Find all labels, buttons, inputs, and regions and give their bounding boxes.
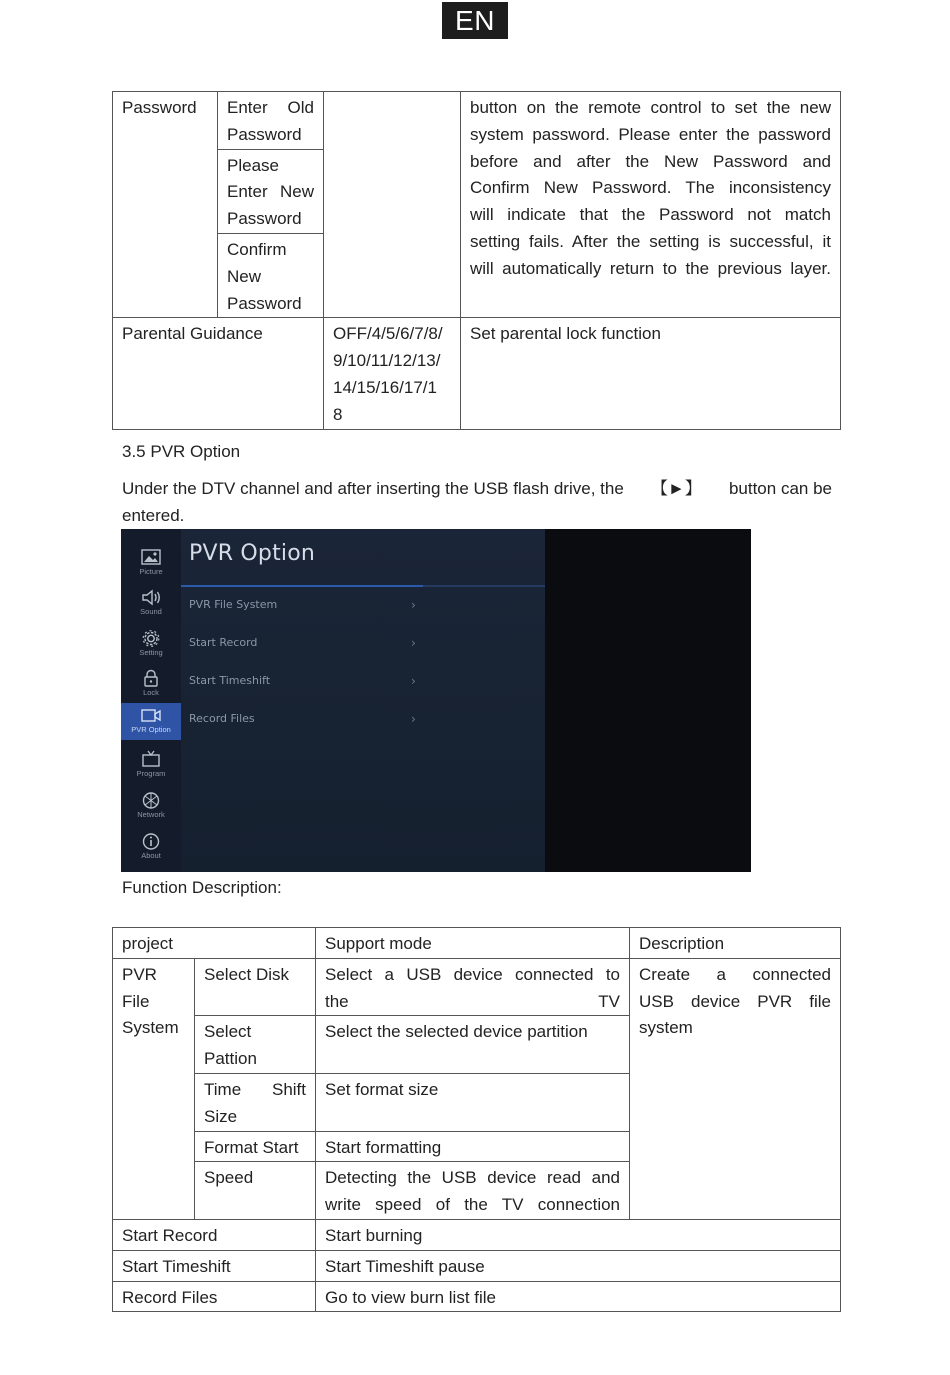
table-cell-start-record: Start Record <box>113 1219 316 1250</box>
table-cell-speed-mode: Detecting the USB device read and write speed of the TV connection <box>316 1162 630 1220</box>
table-cell-parental-guidance-label: Parental Guidance <box>113 318 324 429</box>
intro-text-b: button can be <box>728 479 832 498</box>
table-cell-select-pattion: Select Pattion <box>195 1016 316 1074</box>
table-cell-enter-new-password: Please Enter New Password <box>218 149 324 233</box>
tv-menu-panel <box>181 529 545 872</box>
sidebar-item-setting[interactable]: Setting <box>121 626 181 664</box>
table-cell-speed: Speed <box>195 1162 316 1220</box>
section-heading: 3.5 PVR Option <box>122 442 241 461</box>
table-cell-record-files: Record Files <box>113 1281 316 1312</box>
chevron-right-icon: › <box>411 712 416 726</box>
header-support-mode: Support mode <box>316 928 630 959</box>
gear-icon <box>140 629 162 648</box>
intro-text-line2: entered. <box>122 505 185 525</box>
table-cell-start-record-mode: Start burning <box>316 1219 841 1250</box>
table-cell-time-shift-size: Time Shift Size <box>195 1073 316 1131</box>
tv-menu-item-record-files[interactable]: Record Files › <box>189 706 419 732</box>
tv-title-divider <box>181 585 423 587</box>
table-cell-select-disk: Select Disk <box>195 958 316 1016</box>
sidebar-item-lock[interactable]: Lock <box>121 666 181 704</box>
table-cell-time-shift-size-mode: Set format size <box>316 1073 630 1131</box>
table-cell-enter-old-password: Enter Old Password <box>218 92 324 150</box>
tv-title-divider-tail <box>423 585 545 587</box>
chevron-right-icon: › <box>411 636 416 650</box>
table-cell-password-options <box>324 92 461 318</box>
tv-menu-title: PVR Option <box>189 541 316 566</box>
pvr-function-table <box>112 927 841 1312</box>
header-project: project <box>113 928 316 959</box>
table-cell-format-start: Format Start <box>195 1131 316 1162</box>
password-settings-table <box>112 91 841 430</box>
chevron-right-icon: › <box>411 674 416 688</box>
table-cell-record-files-mode: Go to view burn list file <box>316 1281 841 1312</box>
tv-icon <box>140 750 162 769</box>
intro-text-a: Under the DTV channel and after inserting the USB flash drive, the <box>122 479 624 498</box>
sidebar-item-program[interactable]: Program <box>121 747 181 785</box>
sidebar-item-sound[interactable]: Sound <box>121 585 181 623</box>
table-cell-select-disk-mode: Select a USB device connected to the TV <box>316 958 630 1016</box>
info-icon <box>140 832 162 851</box>
sidebar-item-pvr-option[interactable]: PVR Option <box>121 703 181 740</box>
sidebar-item-about[interactable]: About <box>121 829 181 867</box>
lock-icon <box>140 669 162 688</box>
language-badge: EN <box>442 2 508 39</box>
table-cell-format-start-mode: Start formatting <box>316 1131 630 1162</box>
tv-menu-item-start-record[interactable]: Start Record › <box>189 630 419 656</box>
table-cell-password-label: Password <box>113 92 218 318</box>
table-cell-start-timeshift: Start Timeshift <box>113 1250 316 1281</box>
speaker-icon <box>140 588 162 607</box>
tv-menu-screenshot <box>121 529 751 872</box>
function-description-label: Function Description: <box>122 878 282 897</box>
header-description: Description <box>630 928 841 959</box>
table-cell-select-pattion-mode: Select the selected device partition <box>316 1016 630 1074</box>
pvr-file-system-description: Create a connected USB device PVR file system <box>630 958 841 1219</box>
globe-icon <box>140 791 162 810</box>
pvr-file-system-label: PVR File System <box>113 958 195 1219</box>
table-cell-confirm-new-password: Confirm New Password <box>218 233 324 317</box>
chevron-right-icon: › <box>411 598 416 612</box>
table-cell-parental-description: Set parental lock function <box>461 318 841 429</box>
play-key-label: 【►】 <box>650 479 702 498</box>
table-cell-start-timeshift-mode: Start Timeshift pause <box>316 1250 841 1281</box>
table-cell-parental-options: OFF/4/5/6/7/8/ 9/10/11/12/13/ 14/15/16/17/1 8 <box>324 318 461 429</box>
section-intro <box>122 476 832 529</box>
tv-menu-item-start-timeshift[interactable]: Start Timeshift › <box>189 668 419 694</box>
sidebar-item-network[interactable]: Network <box>121 788 181 826</box>
tv-menu-item-pvr-file-system[interactable]: PVR File System › <box>189 592 419 618</box>
table-cell-password-description: button on the remote control to set the new system password. Please enter the password before and after the New Password and Confirm New Password. The inconsistency will indicate that the Password not match setting fails. After the setting is successful, it will automatically return to the previous layer. <box>461 92 841 318</box>
record-camera-icon <box>140 706 162 725</box>
sidebar-item-picture[interactable]: Picture <box>121 545 181 583</box>
picture-icon <box>140 548 162 567</box>
